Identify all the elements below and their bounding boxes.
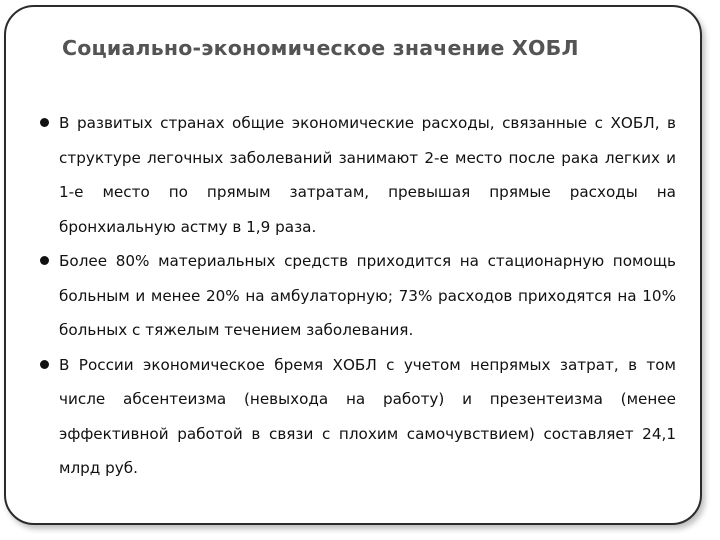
bullet-item-2 — [40, 244, 676, 348]
bullet-dot-icon — [40, 360, 49, 369]
bullet-item-3 — [40, 348, 676, 486]
bullet-list — [40, 106, 676, 486]
bullet-text-2: Более 80% материальных средств приходится на стационарную помощь больным и менее 20% на амбулаторную; 73% расходов приходятся на 10% больных с тяжелым течением заболевания. — [59, 252, 676, 339]
bullet-dot-icon — [40, 256, 49, 265]
bullet-item-1 — [40, 106, 676, 244]
bullet-dot-icon — [40, 118, 49, 127]
bullet-text-1: В развитых странах общие экономические расходы, связанные с ХОБЛ, в структуре легочных заболеваний занимают 2-е место после рака легких и 1-е место по прямым затратам, превышая прямые расходы на бронхиальную астму в 1,9 раза. — [59, 114, 676, 236]
slide-title: Социально-экономическое значение ХОБЛ — [62, 36, 579, 60]
bullet-text-3: В России экономическое бремя ХОБЛ с учетом непрямых затрат, в том числе абсентеизма (невыхода на работу) и презентеизма (менее эффективной работой в связи с плохим самочувствием) составляет 24,1 млрд руб. — [59, 355, 676, 477]
